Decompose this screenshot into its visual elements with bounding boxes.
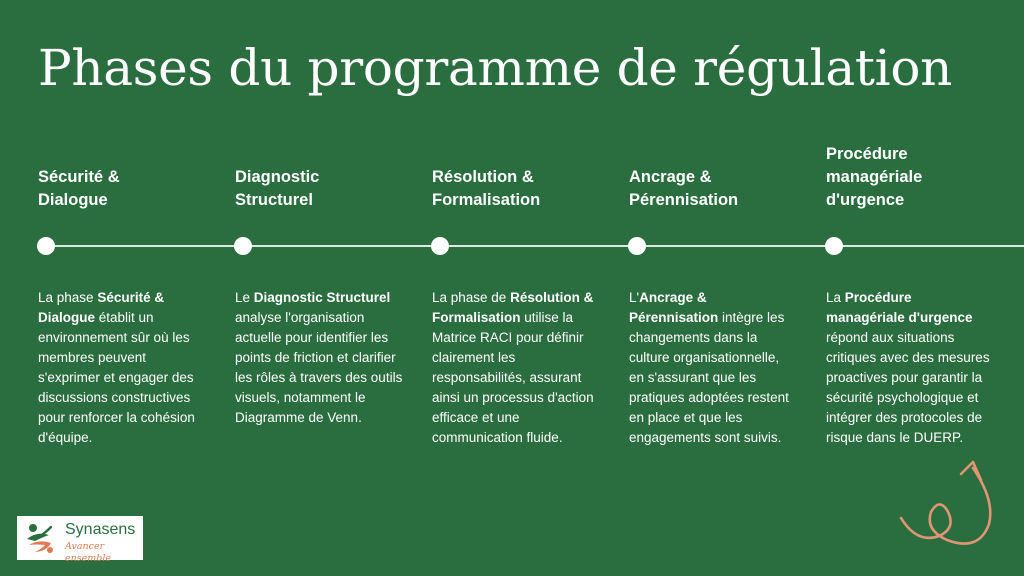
phase-title-line: Ancrage & <box>629 168 712 186</box>
timeline-node <box>825 237 843 255</box>
timeline-line <box>46 245 1024 247</box>
phase-title-line: Structurel <box>235 191 313 209</box>
page-title: Phases du programme de régulation <box>38 39 953 97</box>
phase-description <box>432 288 600 448</box>
phase-title-line: Diagnostic <box>235 168 320 186</box>
logo-name: Synasens <box>65 521 136 538</box>
phase-description <box>629 288 797 448</box>
phase-desc-text: La phase <box>38 290 98 305</box>
phase-desc-text: intègre les changements dans la culture organisationnelle, en s'assurant que les pratiques adoptées restent en place et que les engagements sont suivis. <box>629 310 789 445</box>
phase-title-line: Sécurité & <box>38 168 120 186</box>
phase-desc-text: La <box>826 290 845 305</box>
phase-description <box>826 288 994 448</box>
phase-desc-bold: Sécurité & Dialogue <box>38 290 165 325</box>
synasens-logo[interactable] <box>17 516 143 564</box>
phase-desc-bold: Diagnostic Structurel <box>253 290 391 305</box>
phase-desc-bold: Ancrage & Pérennisation <box>629 290 719 325</box>
phase-desc-text: établit un environnement sûr où les membres peuvent s'exprimer et engager des discussions constructives pour renforcer la cohésion d'équipe. <box>38 310 195 445</box>
logo-tagline: Avancer ensemble <box>65 541 111 564</box>
phase-desc-text: La phase de <box>432 290 511 305</box>
phase-desc-text: utilise la Matrice RACI pour définir clairement les responsabilités, assurant ainsi un processus d'action efficace et une communication fluide. <box>432 310 594 445</box>
phase-title <box>38 166 218 212</box>
phase-desc-text: Le <box>235 290 254 305</box>
phase-title-line: Formalisation <box>432 191 541 209</box>
phase-title-line: d'urgence <box>826 191 905 209</box>
phase-title <box>432 166 612 212</box>
phase-description <box>235 288 403 428</box>
phase-title-line: Résolution & <box>432 168 534 186</box>
phase-title-line: Pérennisation <box>629 191 739 209</box>
synasens-logo-mark-icon <box>23 521 57 555</box>
phase-title-line: Dialogue <box>38 191 108 209</box>
curly-arrow-icon <box>895 452 1005 562</box>
phase-description <box>38 288 206 448</box>
phase-title <box>235 166 415 212</box>
timeline-node <box>431 237 449 255</box>
timeline-node <box>37 237 55 255</box>
phase-desc-text: répond aux situations critiques avec des mesures proactives pour garantir la sécurité psychologique et intégrer des protocoles de risque dans le DUERP. <box>826 330 990 445</box>
phase-desc-text: analyse l'organisation actuelle pour identifier les points de friction et clarifier les rôles à travers des outils visuels, notamment le Diagramme de Venn. <box>235 310 403 425</box>
phase-desc-bold: Résolution & Formalisation <box>432 290 594 325</box>
phase-title <box>629 166 809 212</box>
phase-desc-bold: Procédure managériale d'urgence <box>826 290 973 325</box>
phase-title-line: Procédure <box>826 145 908 163</box>
timeline-node <box>628 237 646 255</box>
phase-title-line: managériale <box>826 168 923 186</box>
phase-title <box>826 143 1006 212</box>
phase-desc-text: L' <box>629 290 640 305</box>
timeline-node <box>234 237 252 255</box>
